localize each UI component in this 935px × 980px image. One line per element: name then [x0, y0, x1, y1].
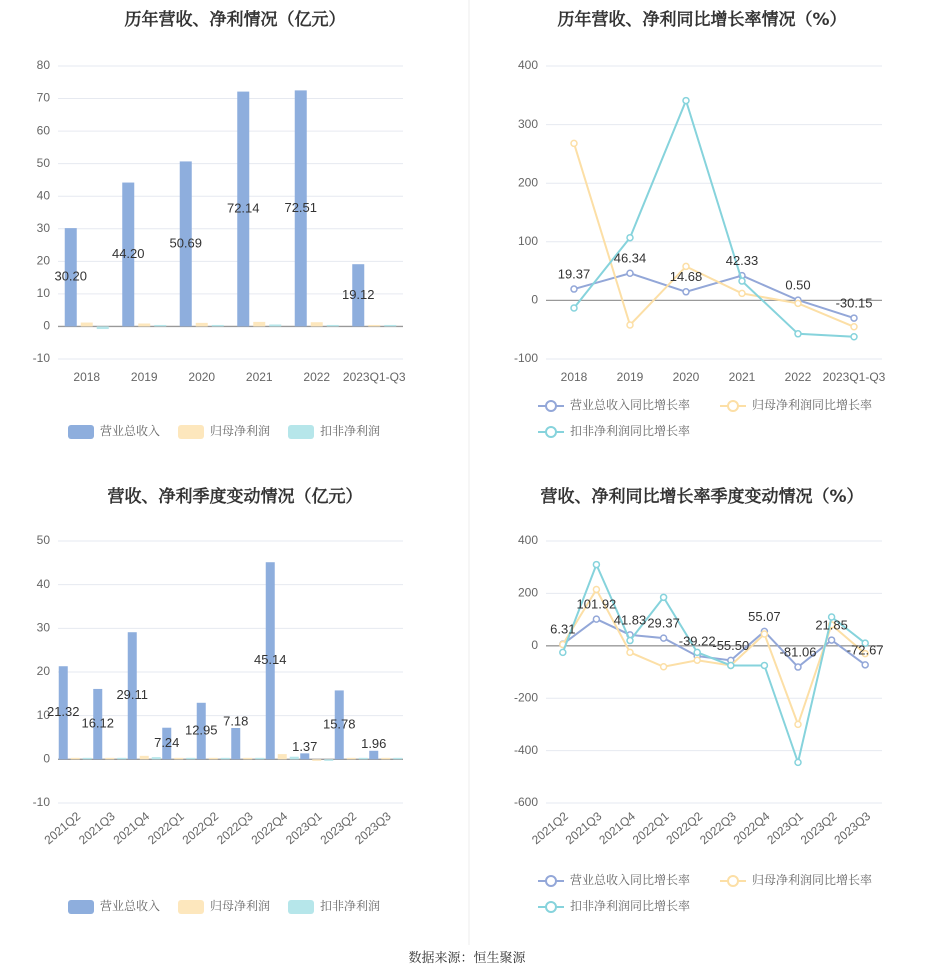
bar-2	[209, 758, 218, 760]
series-point-3	[761, 662, 767, 668]
x-tick-label: 2023Q1-Q3	[822, 370, 886, 385]
line-data-label: -30.15	[835, 295, 873, 311]
bar-data-label: 1.37	[292, 738, 318, 754]
y-tick-label: 60	[36, 123, 50, 138]
bar-3	[152, 757, 161, 759]
bar-2	[196, 323, 208, 327]
y-tick-label: -10	[32, 351, 50, 366]
x-tick-label: 2021Q2	[41, 809, 84, 848]
legend-swatch	[288, 425, 314, 439]
bar-data-label: 44.20	[111, 245, 145, 261]
bar-data-label: 45.14	[253, 652, 287, 668]
bar-2	[174, 758, 183, 760]
series-point-2	[739, 290, 745, 296]
series-point-1	[571, 286, 577, 292]
chart-2	[514, 9, 886, 438]
y-tick-label: 10	[36, 286, 50, 301]
bar-3	[384, 325, 396, 327]
legend-swatch	[288, 900, 314, 914]
chart-3	[33, 486, 403, 914]
y-tick-label: 0	[531, 637, 538, 652]
line-data-label: 101.92	[576, 596, 617, 612]
x-tick-label: 2019	[616, 370, 644, 385]
chart-title: 营收、净利同比增长率季度变动情况（%）	[540, 487, 864, 507]
legend-marker	[546, 427, 556, 437]
x-tick-label: 2022Q3	[697, 809, 739, 848]
series-point-2	[795, 721, 801, 727]
x-tick-label: 2022Q4	[730, 809, 773, 848]
legend-label: 归母净利润同比增长率	[752, 873, 873, 888]
bar-3	[97, 326, 109, 329]
series-point-3	[739, 278, 745, 284]
series-point-3	[661, 594, 667, 600]
bar-2	[253, 322, 265, 327]
series-point-2	[694, 657, 700, 663]
bar-2	[81, 323, 93, 327]
bar-3	[290, 757, 299, 760]
x-tick-label: 2022Q4	[248, 809, 291, 848]
series-point-3	[795, 759, 801, 765]
bar-2	[368, 325, 380, 327]
legend-label: 营业总收入同比增长率	[570, 398, 691, 413]
bar-3	[117, 758, 126, 760]
bar-data-label: 7.24	[154, 734, 180, 750]
bar-2	[278, 754, 287, 759]
y-tick-label: 40	[36, 188, 50, 203]
series-point-2	[795, 300, 801, 306]
bar-data-label: 15.78	[322, 716, 356, 732]
bar-data-label: 12.95	[184, 722, 218, 738]
series-point-1	[795, 664, 801, 670]
x-tick-label: 2023Q2	[317, 809, 360, 848]
bar-1	[300, 753, 309, 759]
line-data-label: 6.31	[550, 621, 576, 637]
series-point-3	[683, 98, 689, 104]
line-data-label: -39.22	[678, 633, 716, 649]
line-data-label: 14.68	[669, 269, 703, 285]
bar-data-label: 16.12	[81, 715, 115, 731]
line-data-label: 19.37	[557, 266, 591, 282]
bar-2	[347, 758, 356, 760]
bar-2	[71, 758, 80, 760]
line-data-label: 0.50	[785, 277, 811, 293]
chart-title: 历年营收、净利情况（亿元）	[124, 10, 346, 30]
x-tick-label: 2022	[303, 370, 331, 385]
x-tick-label: 2019	[130, 370, 158, 385]
bar-3	[255, 758, 264, 760]
legend-label: 归母净利润	[210, 899, 271, 914]
x-tick-label: 2022Q1	[145, 809, 187, 848]
legend-marker	[728, 401, 738, 411]
y-tick-label: 400	[517, 533, 538, 548]
x-tick-label: 2021Q2	[529, 809, 571, 848]
legend-label: 营业总收入同比增长率	[570, 873, 691, 888]
y-tick-label: 200	[517, 175, 538, 190]
bar-2	[243, 758, 252, 760]
bar-3	[269, 324, 281, 326]
series-point-1	[627, 270, 633, 276]
x-tick-label: 2020	[188, 370, 216, 385]
bar-1	[369, 751, 378, 760]
bar-1	[231, 728, 240, 759]
series-line-2	[574, 143, 854, 326]
series-line-3	[574, 101, 854, 337]
y-tick-label: 50	[36, 155, 50, 170]
x-tick-label: 2023Q3	[352, 809, 394, 848]
bar-3	[212, 325, 224, 327]
bar-2	[311, 322, 323, 326]
legend-swatch	[178, 900, 204, 914]
bar-data-label: 7.18	[223, 713, 249, 729]
bar-data-label: 19.12	[341, 286, 375, 302]
x-tick-label: 2021	[245, 370, 273, 385]
x-tick-label: 2021Q3	[76, 809, 118, 848]
y-tick-label: 40	[36, 576, 50, 591]
bar-3	[221, 758, 230, 760]
series-point-2	[661, 664, 667, 670]
series-point-1	[593, 616, 599, 622]
legend-marker	[546, 876, 556, 886]
x-tick-label: 2023Q1	[283, 809, 325, 848]
series-point-1	[683, 289, 689, 295]
x-tick-label: 2022Q2	[179, 809, 222, 848]
x-tick-label: 2021Q4	[596, 809, 638, 848]
bar-2	[381, 758, 390, 760]
legend-swatch	[68, 900, 94, 914]
y-tick-label: 0	[43, 751, 50, 766]
bar-data-label: 50.69	[169, 235, 203, 251]
line-data-label: 46.34	[613, 250, 647, 266]
bar-3	[324, 759, 333, 761]
series-point-2	[571, 140, 577, 146]
line-data-label: 21.85	[815, 617, 848, 633]
bar-data-label: 30.20	[54, 268, 88, 284]
y-tick-label: 20	[36, 253, 50, 268]
x-tick-label: 2020	[672, 370, 700, 385]
y-tick-label: 100	[517, 233, 538, 248]
bar-data-label: 21.32	[46, 704, 80, 720]
y-tick-label: 70	[36, 90, 50, 105]
line-data-label: 41.83	[613, 612, 647, 628]
bar-3	[154, 325, 166, 327]
y-tick-label: 30	[36, 620, 50, 635]
legend-label: 营业总收入	[100, 424, 161, 439]
legend-label: 扣非净利润同比增长率	[570, 899, 691, 914]
series-point-2	[761, 631, 767, 637]
series-point-1	[862, 662, 868, 668]
legend-marker	[546, 902, 556, 912]
bar-3	[327, 325, 339, 327]
legend-marker	[728, 876, 738, 886]
y-tick-label: -600	[513, 795, 538, 810]
y-tick-label: 0	[43, 318, 50, 333]
x-tick-label: 2023Q1-Q3	[342, 370, 406, 385]
data-source: 数据来源：恒生聚源	[408, 950, 526, 965]
y-tick-label: -200	[513, 690, 538, 705]
bar-2	[105, 758, 114, 760]
series-point-2	[627, 322, 633, 328]
bar-3	[393, 758, 402, 760]
y-tick-label: 50	[36, 533, 50, 548]
x-tick-label: 2022Q1	[629, 809, 672, 848]
series-point-3	[694, 649, 700, 655]
series-point-3	[560, 649, 566, 655]
series-point-3	[627, 638, 633, 644]
legend-label: 扣非净利润	[320, 424, 381, 439]
line-data-label: 55.07	[748, 608, 781, 624]
y-tick-label: -100	[513, 351, 538, 366]
chart-title: 历年营收、净利同比增长率情况（%）	[557, 10, 847, 30]
x-tick-label: 2022	[784, 370, 812, 385]
legend-swatch	[178, 425, 204, 439]
y-tick-label: 30	[36, 220, 50, 235]
x-tick-label: 2023Q3	[831, 809, 874, 848]
y-tick-label: -10	[32, 795, 50, 810]
bar-data-label: 72.14	[226, 200, 260, 216]
legend-label: 扣非净利润	[320, 899, 381, 914]
series-point-3	[593, 562, 599, 568]
legend-label: 归母净利润	[210, 424, 271, 439]
line-data-label: -55.50	[712, 637, 750, 653]
x-tick-label: 2022Q2	[663, 809, 706, 848]
legend-marker	[546, 401, 556, 411]
series-point-1	[661, 635, 667, 641]
line-data-label: -72.67	[846, 642, 884, 658]
bar-2	[138, 324, 150, 327]
x-tick-label: 2023Q1	[764, 809, 806, 848]
x-tick-label: 2018	[560, 370, 588, 385]
x-tick-label: 2022Q3	[214, 809, 256, 848]
series-point-2	[593, 586, 599, 592]
x-tick-label: 2021Q3	[562, 809, 605, 848]
legend-label: 营业总收入	[100, 899, 161, 914]
legend-label: 扣非净利润同比增长率	[570, 424, 691, 439]
x-tick-label: 2021Q4	[110, 809, 153, 848]
bar-data-label: 1.96	[361, 736, 387, 752]
line-data-label: 42.33	[725, 253, 759, 269]
y-tick-label: 20	[36, 664, 50, 679]
y-tick-label: -400	[513, 742, 538, 757]
bar-2	[312, 759, 321, 761]
y-tick-label: 0	[531, 292, 538, 307]
legend-label: 归母净利润同比增长率	[752, 398, 873, 413]
series-point-1	[851, 315, 857, 321]
bar-2	[140, 756, 149, 759]
y-tick-label: 80	[36, 58, 50, 73]
chart-title: 营收、净利季度变动情况（亿元）	[107, 487, 363, 507]
x-tick-label: 2021	[728, 370, 756, 385]
y-tick-label: 300	[517, 116, 538, 131]
series-point-3	[795, 331, 801, 337]
bar-3	[359, 758, 368, 760]
legend-swatch	[68, 425, 94, 439]
y-tick-label: 400	[517, 58, 538, 73]
series-point-3	[851, 334, 857, 340]
x-tick-label: 2023Q2	[797, 809, 840, 848]
series-point-3	[571, 305, 577, 311]
series-point-3	[728, 662, 734, 668]
bar-3	[83, 758, 92, 760]
line-data-label: -81.06	[779, 644, 817, 660]
y-tick-label: 10	[36, 707, 50, 722]
bar-data-label: 29.11	[116, 687, 149, 703]
y-tick-label: 200	[517, 585, 538, 600]
bar-3	[186, 758, 195, 760]
chart-4	[514, 486, 884, 913]
bar-data-label: 72.51	[284, 199, 318, 215]
series-point-1	[829, 637, 835, 643]
x-tick-label: 2018	[73, 370, 101, 385]
series-point-2	[627, 649, 633, 655]
series-point-3	[627, 235, 633, 241]
chart-1	[33, 9, 406, 439]
series-point-2	[851, 324, 857, 330]
line-data-label: 29.37	[647, 615, 680, 631]
